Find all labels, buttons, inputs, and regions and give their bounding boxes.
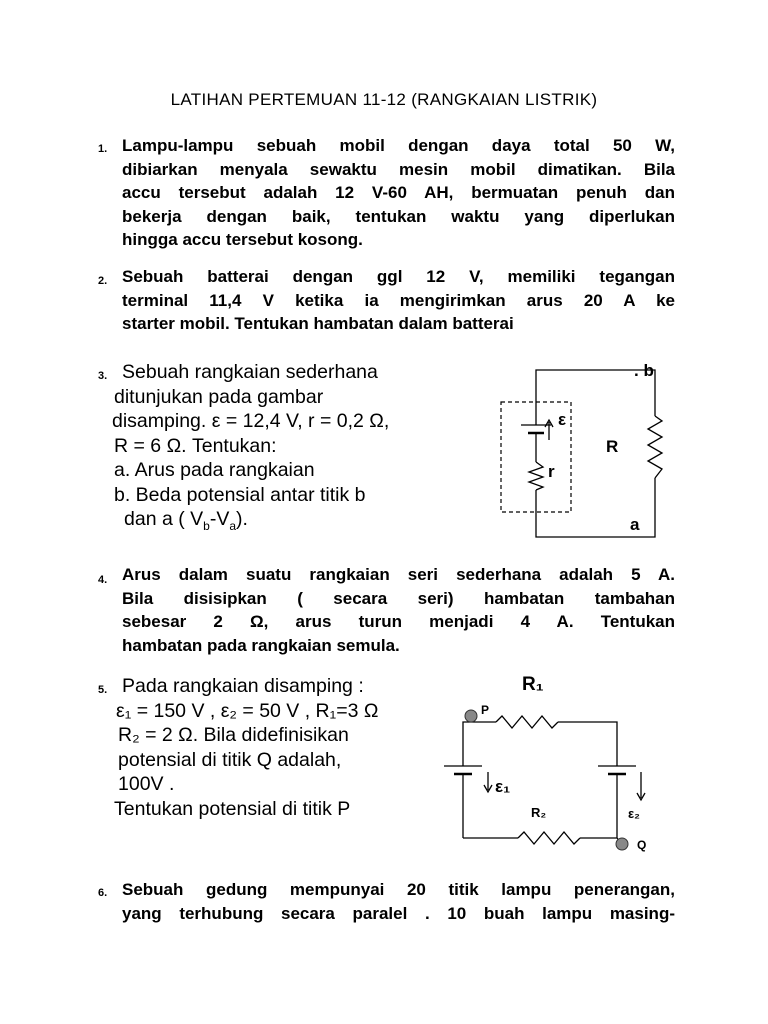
q3-sub-a: a [229,518,237,533]
q5-line: Pada rangkaian disamping : [122,675,364,697]
q3-number: 3. [98,370,108,382]
q2-number: 2. [98,275,108,287]
q4-line: Bila disisipkan ( secara seri) hambatan tambahan [122,588,675,608]
q3-line: b. Beda potensial antar titik b [114,483,366,506]
q1-line: bekerja dengan baik, tentukan waktu yang diperlukan [122,206,675,226]
q4-line: sebesar 2 Ω, arus turun menjadi 4 A. Tentukan [122,612,675,631]
q6-line: Sebuah gedung mempunyai 20 titik lampu penerangan, [122,880,675,899]
q5-label-e2: ε₂ [628,806,640,821]
q2-line: terminal 11,4 V ketika ia mengirimkan arus 20 A ke [122,290,675,310]
page-title: LATIHAN PERTEMUAN 11-12 (RANGKAIAN LISTRIK) [170,90,598,109]
q3-line7-pre: dan a ( V [124,508,204,530]
q3-line: a. Arus pada rangkaian [114,459,315,481]
q1-line: dibiarkan menyala sewaktu mesin mobil dimatikan. Bila [122,159,675,179]
q2-line: Sebuah batterai dengan ggl 12 V, memiliki tegangan [122,267,675,286]
q3-line7-mid: -V [209,508,230,530]
q5-line: potensial di titik Q adalah, [118,748,342,771]
q5-label-Q: Q [637,838,647,852]
q3-label-b: . b [634,361,654,380]
q3-sub-b: b [203,518,210,533]
q5-label-R1: R₁ [522,674,544,695]
q5-line: 100V . [118,773,175,795]
q5-line: Tentukan potensial di titik P [114,797,351,820]
q5-number: 5. [98,684,108,696]
q4-number: 4. [98,574,108,586]
q4-line: hambatan pada rangkaian semula. [122,635,400,655]
q1-number: 1. [98,143,108,155]
q3-line: Sebuah rangkaian sederhana [122,361,378,383]
q6-text [122,878,675,925]
q3-line: disamping. ε = 12,4 V, r = 0,2 Ω, [112,410,390,432]
q5-label-R2: R₂ [531,805,547,820]
q5-label-e1: ε₁ [495,777,511,796]
q3-label-a: a [630,515,640,534]
q3-label-r: r [548,462,555,481]
q6-line: yang terhubung secara paralel . 10 buah lampu masing- [122,903,675,923]
q3-line: R = 6 Ω. Tentukan: [114,434,277,457]
q5-line: R₂ = 2 Ω. Bila didefinisikan [118,724,349,746]
q3-line: ditunjukan pada gambar [114,385,324,408]
q1-line: Lampu-lampu sebuah mobil dengan daya total 50 W, [122,136,675,155]
q6-number: 6. [98,887,108,899]
q3-label-R: R [606,437,619,456]
q3-line7-post: ). [236,508,248,530]
q3-label-emf: ε [558,410,567,429]
q1-line: accu tersebut adalah 12 V-60 AH, bermuatan penuh dan [122,183,675,202]
q4-line: Arus dalam suatu rangkaian seri sederhana adalah 5 A. [122,565,675,584]
q1-line: hingga accu tersebut kosong. [122,230,363,249]
q2-line: starter mobil. Tentukan hambatan dalam batterai [122,314,514,333]
q5-line: ε₁ = 150 V , ε₂ = 50 V , R₁=3 Ω [116,699,379,722]
q5-label-P: P [481,703,490,717]
